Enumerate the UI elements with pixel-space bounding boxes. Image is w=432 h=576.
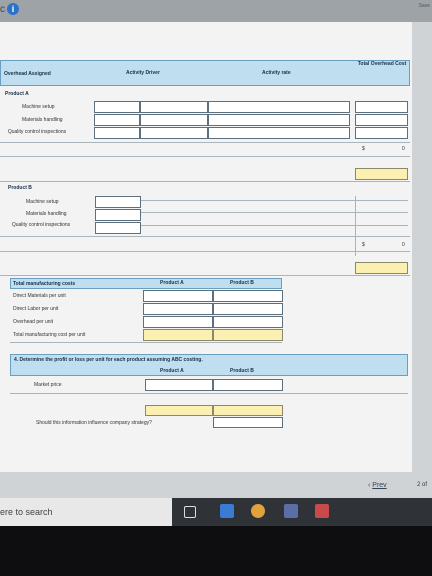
task-view-icon[interactable] xyxy=(184,506,196,518)
divider xyxy=(10,342,282,343)
mfg-title: Total manufacturing costs xyxy=(13,281,76,287)
header-activity-driver: Activity Driver xyxy=(126,70,160,76)
save-button[interactable]: Save xyxy=(418,3,430,9)
total-a-value: 0 xyxy=(402,146,405,152)
part4-col-product-a: Product A xyxy=(160,368,184,374)
driver-input-a2[interactable] xyxy=(94,114,140,126)
total-b-currency: $ xyxy=(362,242,365,248)
driver-input-b2[interactable] xyxy=(95,209,141,221)
browser-toolbar xyxy=(0,0,432,22)
highlight-cell-b[interactable] xyxy=(355,262,408,274)
search-input[interactable]: ere to search xyxy=(0,507,53,517)
info-icon[interactable]: i xyxy=(7,3,19,15)
monitor-bezel xyxy=(0,526,432,576)
driver-input-a1b[interactable] xyxy=(140,101,208,113)
header-row xyxy=(0,60,410,86)
oh-input-b[interactable] xyxy=(213,316,283,328)
divider xyxy=(141,200,408,201)
chrome-icon[interactable] xyxy=(251,504,265,518)
row-label: Materials handling xyxy=(26,211,67,217)
product-a-label: Product A xyxy=(5,91,29,97)
divider xyxy=(0,251,410,252)
highlight-cell-a[interactable] xyxy=(355,168,408,180)
part4-col-product-b: Product B xyxy=(230,368,254,374)
mfg-row-label: Direct Materials per unit xyxy=(13,293,66,299)
strategy-question: Should this information influence company strategy? xyxy=(36,420,152,426)
row-label: Quality control inspections xyxy=(7,129,67,135)
mfg-col-product-a: Product A xyxy=(160,280,184,286)
dm-input-b[interactable] xyxy=(213,290,283,302)
product-b-label: Product B xyxy=(8,185,32,191)
cost-input-a1[interactable] xyxy=(355,101,408,113)
row-label: Quality control inspections xyxy=(11,222,71,228)
divider xyxy=(0,275,410,276)
mfg-row-label: Overhead per unit xyxy=(13,319,54,325)
header-overhead-assigned: Overhead Assigned xyxy=(4,71,51,77)
part4-title: 4. Determine the profit or loss per unit for each product assuming ABC costing. xyxy=(14,357,203,363)
dl-input-b[interactable] xyxy=(213,303,283,315)
total-cost-a[interactable] xyxy=(143,329,213,341)
cost-input-a2[interactable] xyxy=(355,114,408,126)
divider xyxy=(0,156,410,157)
divider xyxy=(10,393,408,394)
divider xyxy=(0,236,410,237)
market-price-label: Market price xyxy=(34,382,62,388)
dl-input-a[interactable] xyxy=(143,303,213,315)
total-b-value: 0 xyxy=(402,242,405,248)
mfg-col-product-b: Product B xyxy=(230,280,254,286)
worksheet xyxy=(0,22,412,472)
rate-input-a2[interactable] xyxy=(208,114,350,126)
driver-input-b1[interactable] xyxy=(95,196,141,208)
mfg-row-label: Total manufacturing cost per unit xyxy=(13,332,86,338)
total-a-currency: $ xyxy=(362,146,365,152)
mfg-row-label: Direct Labor per unit xyxy=(13,306,59,312)
divider xyxy=(141,225,408,226)
oh-input-a[interactable] xyxy=(143,316,213,328)
header-activity-rate: Activity rate xyxy=(262,70,291,76)
profit-b[interactable] xyxy=(213,405,283,416)
dm-input-a[interactable] xyxy=(143,290,213,302)
divider xyxy=(141,212,408,213)
divider xyxy=(0,181,410,182)
driver-input-a1[interactable] xyxy=(94,101,140,113)
rate-input-a1[interactable] xyxy=(208,101,350,113)
profit-a[interactable] xyxy=(145,405,213,416)
market-price-b[interactable] xyxy=(213,379,283,391)
cost-input-a3[interactable] xyxy=(355,127,408,139)
nav-text: c i xyxy=(0,3,19,15)
rate-input-a3[interactable] xyxy=(208,127,350,139)
row-label: Machine setup xyxy=(26,199,59,205)
file-explorer-icon[interactable] xyxy=(220,504,234,518)
row-label: Machine setup xyxy=(22,104,55,110)
store-icon[interactable] xyxy=(284,504,298,518)
prev-link[interactable]: ‹ Prev xyxy=(368,482,387,489)
row-label: Materials handling xyxy=(22,117,63,123)
page-indicator: 2 of xyxy=(417,482,428,488)
market-price-a[interactable] xyxy=(145,379,213,391)
driver-input-b3[interactable] xyxy=(95,222,141,234)
header-total-overhead-cost: Total Overhead Cost xyxy=(357,61,407,67)
total-cost-b[interactable] xyxy=(213,329,283,341)
driver-input-a3[interactable] xyxy=(94,127,140,139)
strategy-answer[interactable] xyxy=(213,417,283,428)
driver-input-a3b[interactable] xyxy=(140,127,208,139)
taskbar xyxy=(0,498,432,526)
divider xyxy=(0,142,410,143)
driver-input-a2b[interactable] xyxy=(140,114,208,126)
taskbar-search[interactable] xyxy=(0,498,172,526)
divider xyxy=(355,196,356,256)
app-icon[interactable] xyxy=(315,504,329,518)
